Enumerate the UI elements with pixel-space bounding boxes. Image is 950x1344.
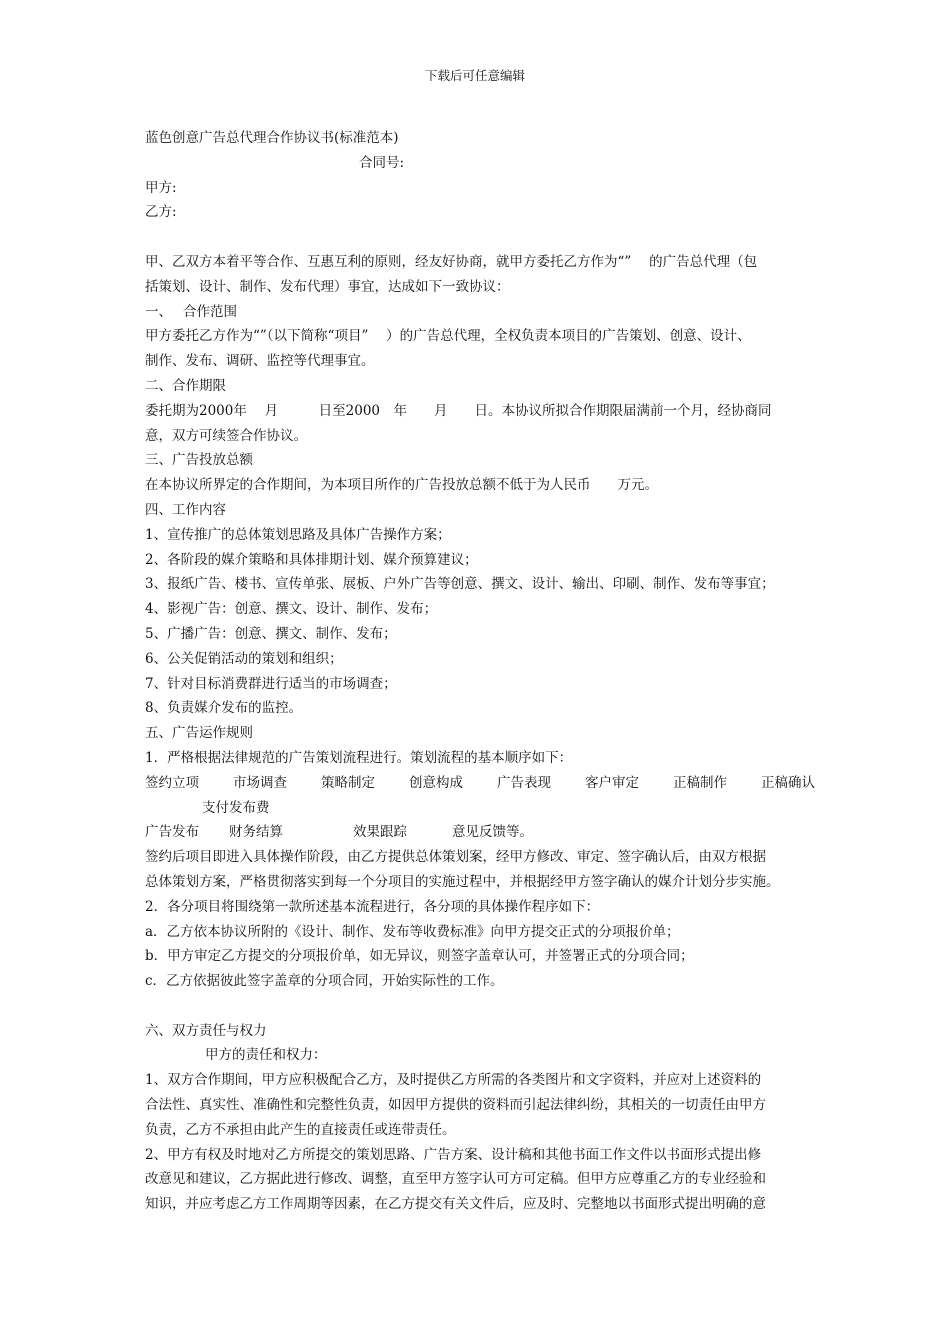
flow-step: 财务结算 <box>229 824 283 841</box>
paragraph-line: 甲方委托乙方作为“”（以下简称“项目” ）的广告总代理，全权负责本项目的广告策划、创意、设计、 <box>145 328 751 345</box>
paragraph-line: 知识，并应考虑乙方工作周期等因素，在乙方提交有关文件后，应及时、完整地以书面形式提出明确的意 <box>145 1196 766 1213</box>
paragraph-line: 委托期为2000年 月 日至2000 年 月 日。本协议所拟合作期限届满前一个月，经协商同 <box>145 402 772 419</box>
list-item: 8、负责媒介发布的监控。 <box>145 700 303 717</box>
paragraph-line: 1、双方合作期间，甲方应积极配合乙方，及时提供乙方所需的各类图片和文字资料，并应对上述资料的 <box>145 1072 762 1089</box>
flow-step: 效果跟踪 <box>353 824 407 841</box>
list-item: 1、宣传推广的总体策划思路及具体广告操作方案； <box>145 526 451 543</box>
document-title: 蓝色创意广告总代理合作协议书(标准范本) <box>145 130 399 146</box>
list-item: b．甲方审定乙方提交的分项报价单，如无异议，则签字盖章认可，并签署正式的分项合同； <box>145 948 694 965</box>
list-item: 7、针对目标消费群进行适当的市场调查； <box>145 675 397 692</box>
party-a: 甲方: <box>145 179 177 196</box>
party-b: 乙方: <box>145 204 177 221</box>
section-heading: 六、双方责任与权力 <box>145 1022 267 1039</box>
document-body <box>145 126 815 1217</box>
paragraph-line: 在本协议所界定的合作期间，为本项目所作的广告投放总额不低于为人民币 万元。 <box>145 477 658 494</box>
list-item: 6、公关促销活动的策划和组织； <box>145 650 343 667</box>
flow-step: 市场调查 <box>233 774 287 791</box>
flow-step: 客户审定 <box>585 774 639 791</box>
list-item: 4、影视广告：创意、撰文、设计、制作、发布； <box>145 601 438 618</box>
paragraph-line: 合法性、真实性、准确性和完整性负责，如因甲方提供的资料而引起法律纠纷，其相关的一切责任由甲方 <box>145 1097 766 1114</box>
flow-step: 广告表现 <box>497 774 551 791</box>
flow-step: 广告发布 <box>145 824 199 841</box>
flow-step: 创意构成 <box>409 774 463 791</box>
subsection-heading: 甲方的责任和权力： <box>205 1047 327 1064</box>
section-heading: 二、合作期限 <box>145 377 226 394</box>
paragraph-line: 签约后项目即进入具体操作阶段，由乙方提供总体策划案，经甲方修改、审定、签字确认后，由双方根据 <box>145 849 766 866</box>
section-heading: 五、广告运作规则 <box>145 725 253 742</box>
paragraph-line: 2、甲方有权及时地对乙方所提交的策划思路、广告方案、设计稿和其他书面工作文件以书面形式提出修 <box>145 1146 762 1163</box>
intro-line: 括策划、设计、制作、发布代理）事宜，达成如下一致协议： <box>145 278 510 295</box>
flow-step: 支付发布费 <box>202 799 270 816</box>
paragraph-line: 制作、发布、调研、监控等代理事宜。 <box>145 353 375 370</box>
list-item: a．乙方依本协议所附的《设计、制作、发布等收费标准》向甲方提交正式的分项报价单； <box>145 923 680 940</box>
section-heading: 四、工作内容 <box>145 501 226 518</box>
paragraph-line: 改意见和建议，乙方据此进行修改、调整，直至甲方签字认可方可定稿。但甲方应尊重乙方的专业经验和 <box>145 1171 766 1188</box>
flow-step: 签约立项 <box>145 774 199 791</box>
list-item: 2、各阶段的媒介策略和具体排期计划、媒介预算建议； <box>145 551 478 568</box>
paragraph-line: 2．各分项目将围绕第一款所述基本流程进行，各分项的具体操作程序如下： <box>145 898 600 915</box>
section-heading: 三、广告投放总额 <box>145 452 253 469</box>
paragraph-line: 意，双方可续签合作协议。 <box>145 427 307 444</box>
flow-step: 策略制定 <box>321 774 375 791</box>
contract-number: 合同号: <box>359 154 405 171</box>
flow-step: 意见反馈等。 <box>452 824 533 841</box>
intro-line: 甲、乙双方本着平等合作、互惠互利的原则，经友好协商，就甲方委托乙方作为“” 的广告总代理（包 <box>145 253 758 270</box>
flow-step: 正稿确认 <box>761 774 815 791</box>
list-item: 3、报纸广告、楼书、宣传单张、展板、户外广告等创意、撰文、设计、输出、印刷、制作、发布等事宜； <box>145 576 775 593</box>
list-item: 5、广播广告：创意、撰文、制作、发布； <box>145 625 397 642</box>
section-heading: 一、 合作范围 <box>145 303 238 320</box>
paragraph-line: 负责，乙方不承担由此产生的直接责任或连带责任。 <box>145 1121 456 1138</box>
process-flow-row <box>145 820 815 845</box>
paragraph-line: 总体策划方案，严格贯彻落实到每一个分项目的实施过程中，并根据经甲方签字确认的媒介计划分步实施。 <box>145 873 780 890</box>
paragraph-line: 1．严格根据法律规范的广告策划流程进行。策划流程的基本顺序如下： <box>145 749 573 766</box>
page-header: 下载后可任意编辑 <box>424 68 525 83</box>
list-item: c．乙方依据彼此签字盖章的分项合同，开始实际性的工作。 <box>145 973 504 990</box>
process-flow-row <box>145 771 815 796</box>
flow-step: 正稿制作 <box>673 774 727 791</box>
